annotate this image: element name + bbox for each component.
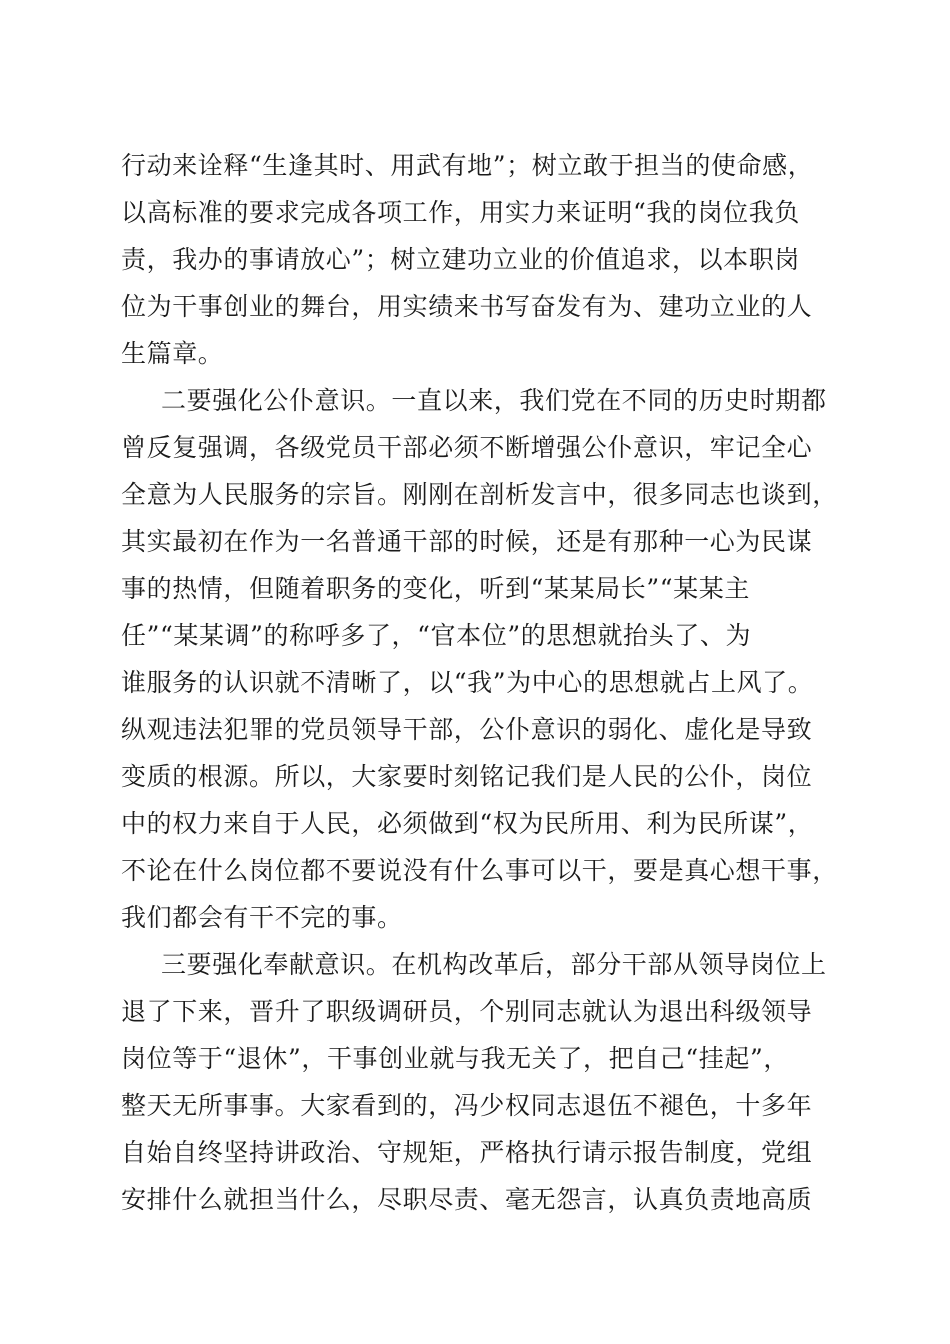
text-line: 任”“某某调”的称呼多了，“官本位”的思想就抬头了、为 (121, 621, 752, 650)
text-line: 自始自终坚持讲政治、守规矩，严格执行请示报告制度，党组 (121, 1138, 813, 1167)
text-line: 不论在什么岗位都不要说没有什么事可以干，要是真心想干事， (121, 856, 838, 885)
text-line: 行动来诠释“生逢其时、用武有地”；树立敢于担当的使命感， (121, 151, 814, 180)
text-line: 全意为人民服务的宗旨。刚刚在剖析发言中，很多同志也谈到， (121, 480, 838, 509)
text-line: 位为干事创业的舞台，用实绩来书写奋发有为、建功立业的人 (121, 292, 813, 321)
text-line: 我们都会有干不完的事。 (121, 903, 403, 932)
text-line: 生篇章。 (121, 339, 224, 368)
text-line: 以高标准的要求完成各项工作，用实力来证明“我的岗位我负 (121, 198, 800, 227)
text-line: 曾反复强调，各级党员干部必须不断增强公仆意识，牢记全心 (121, 433, 813, 462)
text-line: 岗位等于“退休”，干事创业就与我无关了，把自己“挂起”， (121, 1044, 789, 1073)
text-line: 整天无所事事。大家看到的，冯少权同志退伍不褪色，十多年 (121, 1091, 813, 1120)
text-line: 中的权力来自于人民，必须做到“权为民所用、利为民所谋”， (121, 809, 814, 838)
text-line: 安排什么就担当什么，尽职尽责、毫无怨言，认真负责地高质 (121, 1185, 813, 1214)
text-line: 其实最初在作为一名普通干部的时候，还是有那种一心为民谋 (121, 527, 813, 556)
text-line: 事的热情，但随着职务的变化，听到“某某局长”“某某主 (121, 574, 750, 603)
text-line: 责，我办的事请放心”；树立建功立业的价值追求，以本职岗 (121, 245, 800, 274)
text-line: 变质的根源。所以，大家要时刻铭记我们是人民的公仆，岗位 (121, 762, 813, 791)
document-body (121, 142, 841, 1223)
text-line: 谁服务的认识就不清晰了，以“我”为中心的思想就占上风了。 (121, 668, 814, 697)
paragraph-start-line: 二要强化公仆意识。一直以来，我们党在不同的历史时期都 (161, 386, 827, 415)
text-line: 退了下来，晋升了职级调研员，个别同志就认为退出科级领导 (121, 997, 813, 1026)
paragraph-start-line: 三要强化奉献意识。在机构改革后，部分干部从领导岗位上 (161, 950, 827, 979)
text-line: 纵观违法犯罪的党员领导干部，公仆意识的弱化、虚化是导致 (121, 715, 813, 744)
